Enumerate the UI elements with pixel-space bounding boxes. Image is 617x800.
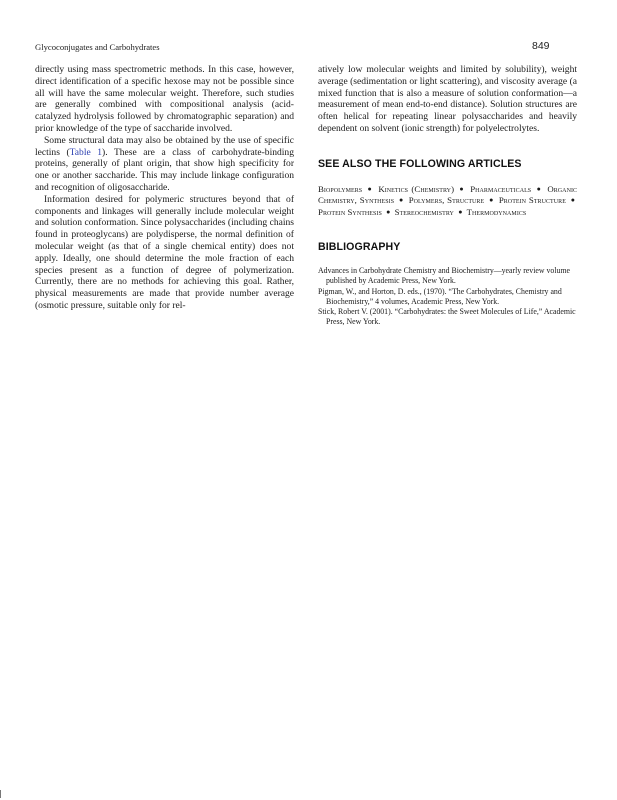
- bibliography-entry: Pigman, W., and Horton, D. eds., (1970). “The Carbohydrates, Chemistry and Biochemistry,” 4 volumes, Academic Press, New York.: [318, 286, 562, 306]
- see-also-link[interactable]: Organic Chemistry, Synthesis: [318, 183, 578, 206]
- body-paragraph-lectins: [35, 135, 294, 194]
- left-column: [35, 64, 294, 312]
- see-also-list: [318, 184, 577, 220]
- paragraph-text: ). These are a class of carbohydrate-binding proteins, generally of plant origin, that show high specificity for one or another saccharide. This may include linkage configuration and recognition of oligosaccharide.: [35, 146, 294, 193]
- see-also-link[interactable]: Pharmaceuticals: [470, 183, 532, 194]
- see-also-link[interactable]: Protein Structure: [498, 195, 566, 206]
- bibliography-heading: BIBLIOGRAPHY: [318, 241, 401, 254]
- bullet-separator: ●: [536, 184, 542, 193]
- see-also-link[interactable]: Polymers, Structure: [408, 195, 485, 206]
- bibliography-entry: Advances in Carbohydrate Chemistry and Biochemistry—yearly review volume published by Academic Press, New York.: [318, 266, 571, 286]
- right-column: [318, 64, 577, 327]
- page-edge-mark: [0, 790, 1, 798]
- paragraph-text: Some structural data may also be obtained by the use of specific lectins (: [35, 134, 294, 158]
- body-paragraph: directly using mass spectrometric methods. In this case, however, direct identification of a specific hexose may not be possible since all will have the same molecular weight. Therefore, such studies are generally combined with compositional analysis (acid-catalyzed hydrolysis followed by chromatographic separation) and prior knowledge of the type of saccharide involved.: [35, 64, 294, 134]
- bullet-separator: ●: [458, 208, 463, 217]
- bullet-separator: ●: [570, 196, 576, 205]
- table-1-link[interactable]: Table 1: [69, 146, 103, 158]
- bibliography-entry: Stick, Robert V. (2001). “Carbohydrates: the Sweet Molecules of Life,” Academic Press, New York.: [318, 306, 576, 327]
- running-head: Glycoconjugates and Carbohydrates: [35, 42, 160, 52]
- see-also-link[interactable]: Stereochemistry: [394, 207, 454, 218]
- bullet-separator: ●: [367, 184, 373, 193]
- see-also-link[interactable]: Kinetics (Chemistry): [378, 183, 455, 194]
- bibliography-list: [318, 266, 577, 327]
- see-also-heading: SEE ALSO THE FOLLOWING ARTICLES: [318, 157, 522, 170]
- see-also-link[interactable]: Thermodynamics: [466, 207, 527, 218]
- body-paragraph: atively low molecular weights and limited by solubility), weight average (sedimentation or light scattering), and viscosity average (a mixed function that is also a measure of solution conformation—a measurement of mean end-to-end distance). Solution structures are often helical for repeating linear polysaccharides and heavily dependent on solvent (ionic strength) for polyelectrolytes.: [318, 64, 577, 134]
- bullet-separator: ●: [489, 196, 494, 205]
- bullet-separator: ●: [386, 208, 391, 217]
- bullet-separator: ●: [398, 196, 404, 205]
- page-number: 849: [532, 40, 550, 52]
- see-also-link[interactable]: Biopolymers: [318, 183, 363, 194]
- body-paragraph: Information desired for polymeric structures beyond that of components and linkages will generally include molecular weight and solution conformation. Since polysaccharides (including chains found in proteoglycans) are polydisperse, the normal definition of molecular weight (as that of a single chemical entity) does not apply. Ideally, one should determine the mole fraction of each species present as a function of degree of polymerization. Currently, there are no methods for achieving this goal. Rather, physical measurements are made that provide number average (osmotic pressure, suitable only for rel-: [35, 193, 294, 311]
- see-also-link[interactable]: Protein Synthesis: [318, 207, 382, 218]
- bullet-separator: ●: [459, 184, 465, 193]
